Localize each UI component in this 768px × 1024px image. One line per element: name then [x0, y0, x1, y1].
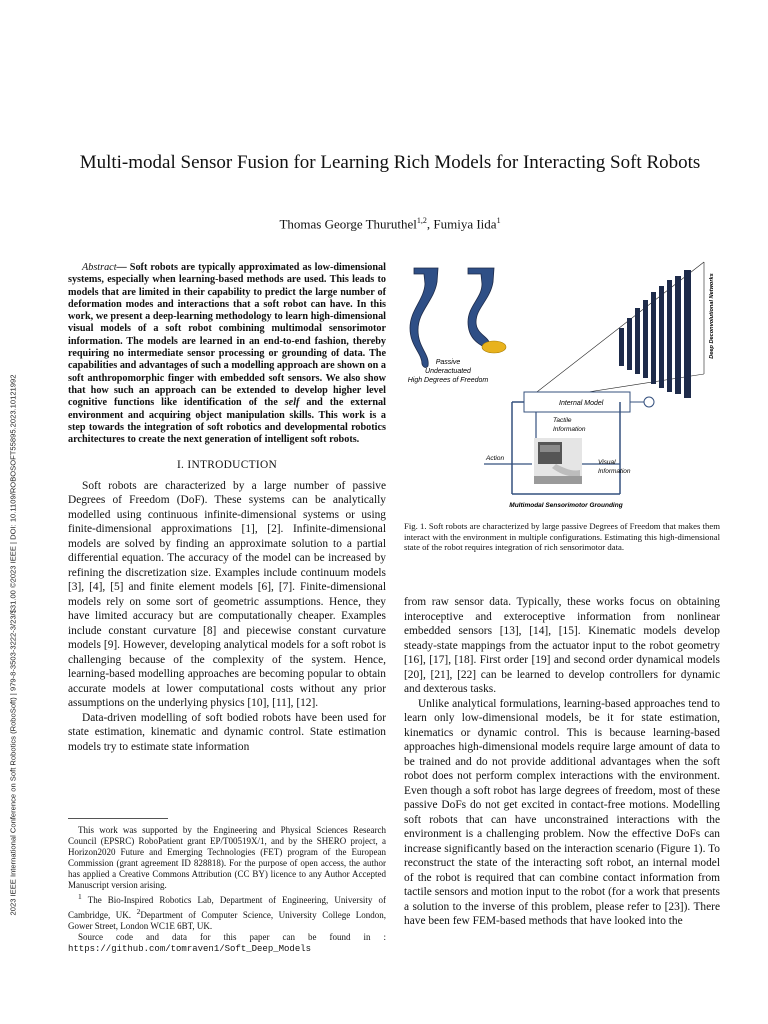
abstract — [68, 262, 386, 446]
object-ball-icon — [482, 341, 506, 353]
footnote-divider — [68, 818, 168, 819]
abstract-dash: — — [116, 262, 130, 273]
network-label: Deep Deconvolutional Networks — [709, 273, 715, 359]
robot-photo-icon — [534, 438, 582, 484]
side-strip-text: 2023 IEEE International Conference on Soft Robotics (RoboSoft) | 979-8-3503-3222-3/23/$31.00 ©2023 IEEE | DOI: 10.1109/ROBOSOFT55895.2023.10121992 — [8, 374, 18, 916]
action-label: Action — [486, 455, 505, 462]
abstract-label: Abstract — [82, 262, 117, 273]
footnote-affiliations — [68, 891, 386, 932]
passive-label: Passive — [435, 359, 461, 366]
affiliation-text: Department of Computer Science, University College London, Gower Street, London WC1E 6BT, UK. — [68, 910, 386, 931]
author-name: Fumiya Iida — [433, 216, 497, 232]
soft-finger-right-icon — [468, 268, 494, 348]
figure-1-illustration — [404, 256, 720, 512]
paper-title: Multi-modal Sensor Fusion for Learning Rich Models for Interacting Soft Robots — [79, 152, 701, 173]
tactile-label: Tactile — [553, 417, 572, 424]
code-url-link[interactable]: https://github.com/tomraven1/Soft_Deep_Models — [68, 944, 312, 954]
author-affiliation-mark: 1,2 — [416, 216, 427, 225]
author-line — [60, 216, 720, 232]
paragraph: Data-driven modelling of soft bodied robots have been used for state estimation, kinematic and dynamic control. State estimation models try to estimate state information — [68, 711, 386, 753]
author-affiliation-mark: 1 — [496, 216, 501, 225]
model-node-icon — [644, 397, 654, 407]
right-column — [404, 595, 720, 929]
conference-side-strip — [6, 325, 20, 965]
affiliation-mark: 2 — [136, 907, 141, 916]
soft-finger-left-icon — [410, 268, 438, 367]
grounding-label: Multimodal Sensorimotor Grounding — [509, 502, 623, 509]
section-heading: I. INTRODUCTION — [176, 459, 278, 472]
paragraph: Soft robots are characterized by a large number of passive Degrees of Freedom (DoF). These systems can be analytically modelled using continuous infinite-dimensional systems or using finite-dimensional approximations [1], [2]. Infinite-dimensional models are solved by finding an approximate solution to a partial differential equation. The accuracy of the model can be increased by refining the discretization size. Examples include continuum models [3], [4], [5] and finite element models [6], [7]. Finite-dimensional models rely on some sort of geometric assumptions. Hence, they have limited accuracy but are computationally cheaper. Examples include constant curvature [8] and piecewise constant curvature models [9]. However, developing analytical models for a soft robot is challenging because of the complexity of the system. Hence, learning-based modelling approaches are becoming popular to obtain accurate models at lower computational costs without any prior assumptions on the underlying physics [10], [11], [12]. — [68, 479, 386, 710]
left-column — [68, 262, 386, 754]
abstract-text: Soft robots are typically approximated as low-dimensional systems, especially when learning-based methods are used. This leads to models that are limited in their capability to predict the large number of deformation modes and interactions that a soft robot can have. In this work, we present a deep-learning methodology to learn high-dimensional visual models of a soft robot combining multimodal sensorimotor information. The models are learned in an end-to-end fashion, thereby requiring no intermediate sensor processing or grounding of data. The capabilities and advantages of such a modelling approach are shown on a soft anthropomorphic finger with embedded soft sensors. We also show that how such an approach can be extended to develop higher level cognitive functions like identification of the — [68, 262, 386, 409]
tactile-info-label: Information — [553, 426, 586, 433]
code-note-text: Source code and data for this paper can be found in : — [78, 932, 386, 942]
affiliation-mark: 1 — [78, 892, 82, 901]
internal-model-label: Internal Model — [559, 400, 604, 407]
figure-1-caption: Fig. 1. Soft robots are characterized by large passive Degrees of Freedom that makes them interact with the environment in multiple configurations. Estimating this high-dimensional state of the robot requires integration of rich sensorimotor data. — [404, 521, 720, 552]
dof-label: High Degrees of Freedom — [407, 377, 489, 384]
paragraph: from raw sensor data. Typically, these works focus on obtaining interoceptive and exteroceptive information from nonlinear embedded sensors [13], [14], [15]. Kinematic models develop steady-state mappings from the actuator input to the robot geometry [16], [17], [18]. First order [19] and second order dynamical models [20], [21], [22] can be learned to develop controllers for dynamic and dexterous tasks. — [404, 596, 720, 695]
footnote-code — [68, 932, 386, 955]
paragraph: Unlike analytical formulations, learning-based approaches tend to learn only low-dimensional models, be it for state estimation, kinematics or dynamic control. This is because learning-based approaches high-dimensional models require large amount of data to be trained and do not provide additional advantages when the soft robot does not perform complex interactions with the environment. Even though a soft robot has large degrees of freedom, most of these passive DoFs do not get excited in contact-free motions. Modelling soft robots that can have unconstrained interactions with the environment is a challenging problem. Now the effective DoFs can increase significantly based on the interaction scenario (Figure 1). To reconstruct the state of the interacting soft robot, an internal model of the robot is required that can combine contact information from tactile sensors and motion input to the robot (for a work that presents a solution to the inverse of this problem, please refer to [23]). There have been few FEM-based methods that have looked into the — [404, 697, 720, 927]
visual-info-label: Information — [598, 468, 631, 475]
author-name: Thomas George Thuruthel — [279, 216, 417, 232]
underactuated-label: Underactuated — [425, 368, 471, 375]
figure-1 — [404, 256, 720, 512]
author-separator: , — [426, 216, 434, 232]
visual-label: Visual — [598, 459, 616, 466]
affiliation-text: The Bio-Inspired Robotics Lab, Department of Engineering, University of Cambridge, UK. — [68, 895, 386, 920]
abstract-text: and the external environment and acquiring object manipulation skills. This work is a step towards the integration of soft robotics and developmental robotics architectures to create the next generation of intelligent soft robots. — [68, 397, 386, 446]
footnotes — [68, 825, 386, 955]
footnote-funding: This work was supported by the Engineering and Physical Sciences Research Council (EPSRC) RoboPatient grant EP/T00519X/1, and by the SHERO project, a Horizon2020 Future and Emerging Technologies (FET) program of the European Commission (grant agreement ID 828818). For the purpose of open access, the author has applied a Creative Commons Attribution (CC BY) licence to any Author Accepted Manuscript version arising. — [68, 825, 386, 890]
abstract-emphasis: self — [284, 397, 300, 409]
deep-network-layers-icon — [619, 270, 691, 398]
